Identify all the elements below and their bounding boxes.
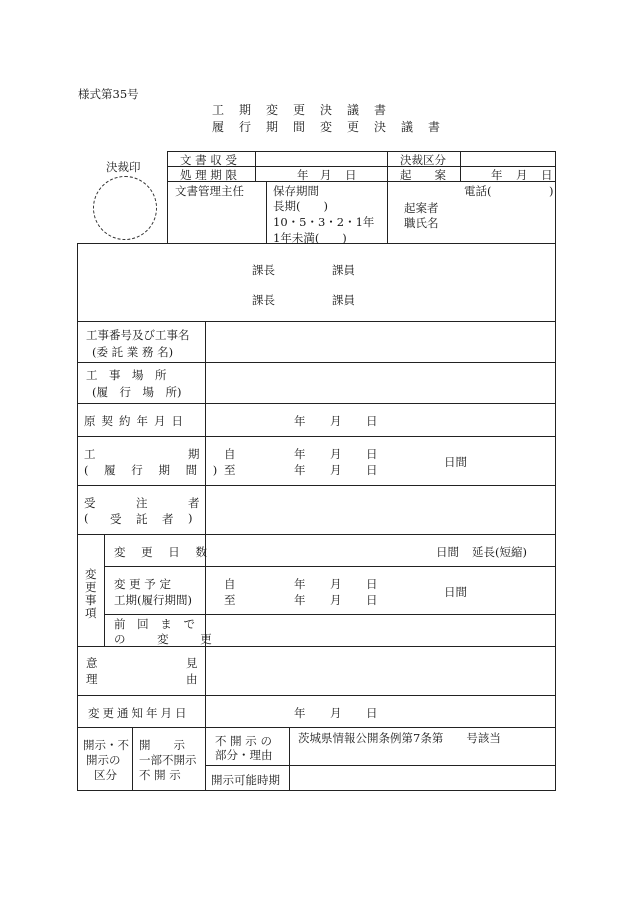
period-label-left: 工	[84, 447, 96, 461]
changes-label-4: 項	[85, 606, 97, 620]
period-sublabel: ( 履 行 期 間 )	[84, 463, 224, 477]
period-from-year: 年	[294, 447, 306, 461]
non-disclosure-reason-label-2: 部分・理由	[215, 748, 273, 762]
approval-chief-1: 課長	[252, 263, 275, 277]
disclosure-option-open: 開 示	[139, 738, 185, 752]
retention-under-one: 1年未満( )	[273, 231, 347, 245]
notice-year: 年	[294, 706, 306, 720]
form-number: 様式第35号	[78, 87, 139, 101]
planned-to: 至	[224, 593, 236, 607]
contractor-sub-1: (	[84, 511, 89, 525]
period-to-year: 年	[294, 463, 306, 477]
draft-label: 起 案	[400, 168, 446, 182]
opinion-char-2: 見	[186, 656, 198, 670]
deadline-label: 処 理 期 限	[180, 168, 237, 182]
decision-type-label: 決裁区分	[400, 153, 446, 167]
non-disclosure-reason-label-1: 不 開 示 の	[215, 734, 272, 748]
contractor-char-3: 者	[188, 496, 200, 510]
manager-label: 文書管理主任	[175, 184, 244, 198]
contract-month: 月	[330, 414, 342, 428]
draft-day: 日	[541, 168, 553, 182]
retention-title: 保存期間	[273, 184, 319, 198]
approval-staff-1: 課員	[332, 263, 355, 277]
planned-from-year: 年	[294, 577, 306, 591]
work-name-label: 工事番号及び工事名	[86, 328, 190, 342]
contractor-sub-2: 受	[110, 512, 122, 526]
work-location-label: 工 事 場 所	[86, 368, 167, 382]
contractor-sub-3: 託	[136, 512, 148, 526]
retention-long: 長期( )	[273, 199, 328, 213]
contract-year: 年	[294, 414, 306, 428]
planned-from: 自	[224, 577, 236, 591]
contractor-char-1: 受	[84, 496, 96, 510]
previous-sublabel: の 変 更	[114, 632, 226, 646]
changes-label-3: 事	[85, 593, 97, 607]
document-title: 工期変更決議書	[212, 103, 402, 117]
change-days-unit: 日間	[436, 545, 459, 559]
draft-month: 月	[516, 168, 528, 182]
disclosure-option-partial: 一部不開示	[139, 753, 197, 767]
changes-label-2: 更	[85, 580, 97, 594]
planned-from-day: 日	[366, 577, 378, 591]
ordinance-text: 茨城県情報公開条例第7条第 号該当	[298, 731, 501, 745]
period-from: 自	[224, 447, 236, 461]
period-label-right: 期	[188, 447, 200, 461]
planned-from-month: 月	[330, 577, 342, 591]
planned-sublabel: 工期(履行期間)	[114, 593, 192, 607]
notice-day: 日	[366, 706, 378, 720]
period-days: 日間	[444, 455, 467, 469]
period-to-month: 月	[330, 463, 342, 477]
change-days-label: 変 更 日 数	[114, 545, 213, 559]
draft-year: 年	[491, 168, 503, 182]
phone-label: 電話( )	[464, 184, 554, 198]
contractor-sub-5: )	[188, 511, 193, 525]
document-subtitle: 履行期間変更決議書	[212, 120, 456, 134]
drafter-label: 起案者	[404, 201, 439, 215]
period-to: 至	[224, 463, 236, 477]
contractor-sub-4: 者	[162, 512, 174, 526]
contract-date-label: 原契約年月日	[84, 414, 189, 428]
seal-label: 決裁印	[106, 160, 141, 174]
deadline-day: 日	[345, 168, 357, 182]
planned-to-day: 日	[366, 593, 378, 607]
contract-day: 日	[366, 414, 378, 428]
reason-char-2: 由	[186, 672, 198, 686]
approval-chief-2: 課長	[252, 293, 275, 307]
period-from-month: 月	[330, 447, 342, 461]
name-label: 職氏名	[404, 216, 439, 230]
approval-staff-2: 課員	[332, 293, 355, 307]
change-days-extension: 延長(短縮)	[472, 545, 527, 559]
receipt-label: 文 書 収 受	[180, 153, 237, 167]
work-name-sublabel: (委 託 業 務 名)	[92, 345, 174, 359]
changes-label-1: 変	[85, 567, 97, 581]
seal-stamp-area	[93, 176, 157, 240]
disclosure-category-3: 区分	[94, 768, 117, 782]
disclosure-category-1: 開示・不	[83, 738, 129, 752]
notice-date-label: 変更通知年月日	[88, 706, 190, 720]
disclosure-available-label: 開示可能時期	[211, 773, 280, 787]
reason-char-1: 理	[86, 672, 98, 686]
contractor-char-2: 注	[136, 496, 148, 510]
work-location-sublabel: (履 行 場 所)	[92, 385, 182, 399]
disclosure-category-2: 開示の	[86, 753, 121, 767]
previous-label: 前 回 ま で	[114, 617, 199, 631]
retention-years: 10・5・3・2・1年	[273, 215, 375, 229]
deadline-year: 年	[297, 168, 309, 182]
deadline-month: 月	[320, 168, 332, 182]
planned-label: 変 更 予 定	[114, 577, 171, 591]
planned-to-month: 月	[330, 593, 342, 607]
opinion-char-1: 意	[86, 656, 98, 670]
planned-to-year: 年	[294, 593, 306, 607]
disclosure-option-closed: 不 開 示	[139, 768, 181, 782]
notice-month: 月	[330, 706, 342, 720]
period-to-day: 日	[366, 463, 378, 477]
planned-days: 日間	[444, 585, 467, 599]
period-from-day: 日	[366, 447, 378, 461]
